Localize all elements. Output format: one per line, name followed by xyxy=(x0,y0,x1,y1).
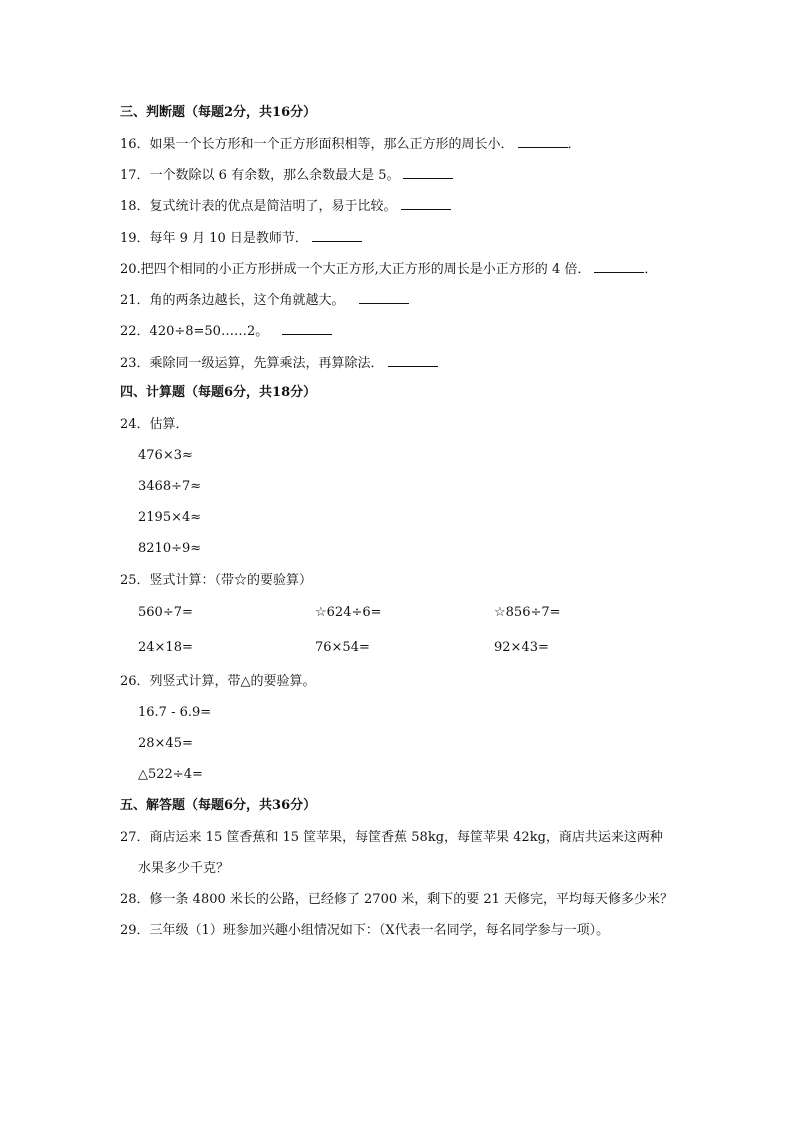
estimate-item: 2195×4≈ xyxy=(138,510,202,525)
vertical-calc-item: 92×43= xyxy=(494,640,549,655)
question-18-text: 18．复式统计表的优点是简洁明了，易于比较。 xyxy=(120,199,397,214)
question-16-text: 16．如果一个长方形和一个正方形面积相等，那么正方形的周长小． xyxy=(120,137,514,152)
estimate-item: 8210÷9≈ xyxy=(138,541,202,556)
estimate-item: 3468÷7≈ xyxy=(138,479,202,494)
answer-blank-21[interactable] xyxy=(359,291,409,304)
question-19 xyxy=(120,229,362,248)
estimate-item: 476×3≈ xyxy=(138,448,193,463)
question-21 xyxy=(120,291,409,310)
question-17-text: 17．一个数除以 6 有余数，那么余数最大是 5。 xyxy=(120,168,400,183)
vertical-calc-item: 76×54= xyxy=(315,640,370,655)
question-20: 20.把四个相同的小正方形拼成一个大正方形,大正方形的周长是小正方形的 4 倍． ． xyxy=(120,262,658,277)
question-26-title: 26．列竖式计算，带△的要验算。 xyxy=(120,674,316,689)
question-19-text: 19．每年 9 月 10 日是教师节． xyxy=(120,231,308,246)
answer-blank-20[interactable] xyxy=(594,260,644,273)
question-23 xyxy=(120,354,438,373)
question-27-line1: 27．商店运来 15 筐香蕉和 15 筐苹果，每筐香蕉 58kg，每筐苹果 42kg，商店共运来这两种 xyxy=(120,830,663,845)
question-20-text: 20.把四个相同的小正方形拼成一个大正方形,大正方形的周长是小正方形的 4 倍． xyxy=(120,262,591,277)
question-16: 16．如果一个长方形和一个正方形面积相等，那么正方形的周长小． ． xyxy=(120,137,581,152)
answer-blank-19[interactable] xyxy=(312,229,362,242)
section-calc-heading: 四、计算题（每题6分，共18分） xyxy=(120,385,317,400)
question-22 xyxy=(120,322,332,341)
vertical-calc-item: 24×18= xyxy=(138,640,193,655)
question-28: 28．修一条 4800 米长的公路，已经修了 2700 米，剩下的要 21 天修完，平均每天修多少米？ xyxy=(120,892,674,907)
section-solve-heading: 五、解答题（每题6分，共36分） xyxy=(120,798,317,813)
column-calc-item: △522÷4= xyxy=(138,767,203,782)
question-18 xyxy=(120,197,451,216)
vertical-calc-item: 560÷7= xyxy=(138,605,193,620)
column-calc-item: 16.7 - 6.9= xyxy=(138,705,212,720)
vertical-calc-item: ☆624÷6= xyxy=(315,605,382,620)
question-29: 29．三年级（1）班参加兴趣小组情况如下：（X代表一名同学，每名同学参与一项）。 xyxy=(120,923,610,938)
question-25-title: 25．竖式计算：（带☆的要验算） xyxy=(120,573,313,588)
column-calc-item: 28×45= xyxy=(138,736,193,751)
answer-blank-16[interactable] xyxy=(518,135,568,148)
answer-blank-17[interactable] xyxy=(403,166,453,179)
answer-blank-22[interactable] xyxy=(282,322,332,335)
question-21-text: 21．角的两条边越长，这个角就越大。 xyxy=(120,293,345,308)
question-24-title: 24．估算． xyxy=(120,417,189,432)
answer-blank-23[interactable] xyxy=(388,354,438,367)
vertical-calc-item: ☆856÷7= xyxy=(494,605,561,620)
answer-blank-18[interactable] xyxy=(401,197,451,210)
question-23-text: 23．乘除同一级运算，先算乘法，再算除法． xyxy=(120,356,384,371)
question-17 xyxy=(120,166,453,185)
section-judge-heading: 三、判断题（每题2分，共16分） xyxy=(120,105,317,120)
question-27-line2: 水果多少千克？ xyxy=(138,861,230,876)
question-22-text: 22．420÷8=50……2。 xyxy=(120,324,269,339)
